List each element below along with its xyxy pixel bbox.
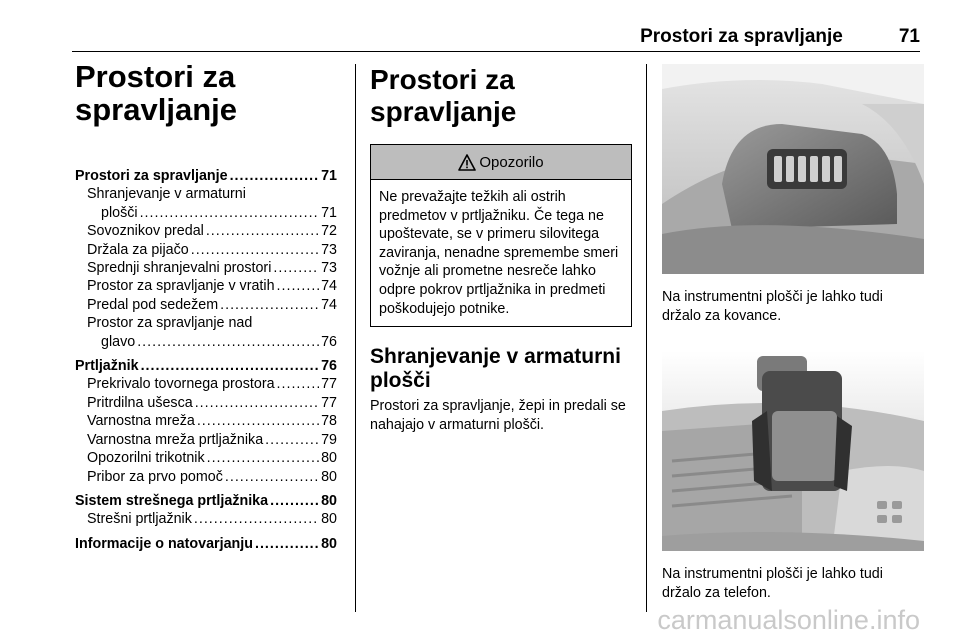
toc-entry[interactable] xyxy=(75,468,337,486)
toc-entry-page: 77 xyxy=(321,376,337,393)
toc-entry-label: plošči xyxy=(101,204,138,221)
toc-group xyxy=(75,535,337,553)
toc-entry-label: Informacije o natovarjanju xyxy=(75,535,253,552)
toc-entry-label: Varnostna mreža prtljažnika xyxy=(87,431,264,448)
toc-entry-page: 78 xyxy=(321,413,337,430)
watermark: carmanualsonline.info xyxy=(657,605,920,635)
column-divider-2 xyxy=(646,64,647,612)
warning-triangle-icon xyxy=(458,154,476,171)
toc-entry[interactable] xyxy=(75,241,337,259)
figure-column xyxy=(662,64,924,602)
coin-holder-illustration xyxy=(662,64,924,274)
toc-entry-label: Sistem strešnega prtljažnika xyxy=(75,492,269,509)
toc-list xyxy=(75,167,337,553)
toc-entry-page: 74 xyxy=(321,296,337,313)
toc-entry-label: Prekrivalo tovornega prostora xyxy=(87,376,275,393)
toc-leader-dots xyxy=(220,296,319,314)
toc-entry-label: Prostor za spravljanje v vratih xyxy=(87,278,275,295)
toc-entry-label: Sovoznikov predal xyxy=(87,223,204,240)
toc-entry-label: Shranjevanje v armaturni xyxy=(87,186,246,203)
table-of-contents xyxy=(75,60,337,559)
running-header xyxy=(40,26,920,48)
toc-leader-dots xyxy=(191,241,319,259)
toc-leader-dots xyxy=(140,204,320,222)
toc-entry-page: 80 xyxy=(321,511,337,528)
toc-entry-label: Predal pod sedežem xyxy=(87,296,219,313)
toc-leader-dots xyxy=(206,222,319,240)
toc-entry-page: 76 xyxy=(321,333,337,350)
toc-entry-label: Strešni prtljažnik xyxy=(87,511,192,528)
toc-entry[interactable] xyxy=(75,449,337,467)
toc-entry-page: 72 xyxy=(321,223,337,240)
running-header-title: Prostori za spravljanje xyxy=(640,26,843,47)
toc-entry[interactable] xyxy=(75,296,337,314)
toc-leader-dots xyxy=(265,431,319,449)
toc-entry[interactable] xyxy=(75,394,337,412)
phone-holder-photo xyxy=(662,351,924,551)
toc-entry[interactable] xyxy=(75,375,337,393)
toc-entry-label: Pritrdilna ušesca xyxy=(87,394,193,411)
toc-entry-page: 73 xyxy=(321,241,337,258)
toc-leader-dots xyxy=(194,510,319,528)
toc-entry-label: Sprednji shranjevalni prostori xyxy=(87,260,272,277)
subsection-heading: Shranjevanje v armaturni plošči xyxy=(370,345,621,393)
toc-leader-dots xyxy=(197,412,319,430)
toc-leader-dots xyxy=(141,357,320,375)
toc-leader-dots xyxy=(270,492,319,510)
toc-entry-page: 80 xyxy=(321,492,337,509)
toc-entry-label: Pribor za prvo pomoč xyxy=(87,468,223,485)
toc-leader-dots xyxy=(255,535,319,553)
toc-entry[interactable] xyxy=(75,314,337,351)
toc-group xyxy=(75,357,337,486)
toc-entry[interactable] xyxy=(75,185,337,222)
toc-entry-page: 71 xyxy=(321,168,337,184)
toc-leader-dots xyxy=(207,449,320,467)
toc-entry[interactable] xyxy=(75,510,337,528)
toc-entry[interactable] xyxy=(75,259,337,277)
toc-leader-dots xyxy=(225,468,319,486)
toc-entry[interactable] xyxy=(75,535,337,553)
toc-entry-page: 74 xyxy=(321,278,337,295)
coin-holder-photo xyxy=(662,64,924,274)
toc-entry-page: 76 xyxy=(321,358,337,375)
main-column xyxy=(370,64,632,434)
warning-text: Ne prevažajte težkih ali ostrih predmetov v prtljažniku. Če tega ne upoštevate, se v primeru silovitega zaviranja, nenadne spremembe smeri vožnje ali prometne nesreče lahko odpre pokrov prtljažnika in predmeti poškodujejo potnike. xyxy=(379,189,619,317)
toc-entry-label: glavo xyxy=(101,333,136,350)
toc-group xyxy=(75,492,337,529)
figure-caption-2: Na instrumentni plošči je lahko tudi držalo za telefon. xyxy=(662,566,883,601)
toc-entry[interactable] xyxy=(75,222,337,240)
toc-entry[interactable] xyxy=(75,167,337,185)
toc-leader-dots xyxy=(230,167,320,185)
section-heading: Prostori za spravljanje xyxy=(370,64,517,127)
toc-leader-dots xyxy=(195,394,319,412)
toc-entry-page: 71 xyxy=(321,204,337,221)
toc-entry[interactable] xyxy=(75,431,337,449)
toc-entry-page: 80 xyxy=(321,468,337,485)
toc-entry-label: Prostor za spravljanje nad xyxy=(87,315,253,332)
toc-leader-dots xyxy=(137,333,319,351)
toc-entry-page: 80 xyxy=(321,450,337,467)
figure-caption-1: Na instrumentni plošči je lahko tudi držalo za kovance. xyxy=(662,289,883,324)
toc-entry[interactable] xyxy=(75,492,337,510)
toc-leader-dots xyxy=(277,277,320,295)
toc-entry-label: Prtljažnik xyxy=(75,358,139,375)
toc-entry-label: Varnostna mreža xyxy=(87,413,195,430)
header-rule xyxy=(72,51,920,52)
toc-entry[interactable] xyxy=(75,357,337,375)
toc-entry-page: 73 xyxy=(321,260,337,277)
toc-entry-page: 79 xyxy=(321,431,337,448)
toc-entry-page: 77 xyxy=(321,394,337,411)
toc-entry[interactable] xyxy=(75,412,337,430)
phone-holder-illustration xyxy=(662,351,924,551)
toc-group xyxy=(75,167,337,351)
warning-title: Opozorilo xyxy=(479,153,544,171)
toc-entry-label: Opozorilni trikotnik xyxy=(87,450,205,467)
warning-box xyxy=(370,144,632,327)
toc-heading: Prostori za spravljanje xyxy=(75,59,237,127)
toc-leader-dots xyxy=(273,259,319,277)
subsection-body: Prostori za spravljanje, žepi in predali se nahajajo v armaturni plošči. xyxy=(370,398,626,433)
toc-entry-page: 80 xyxy=(321,535,337,552)
toc-leader-dots xyxy=(277,375,320,393)
toc-entry[interactable] xyxy=(75,277,337,295)
column-divider-1 xyxy=(355,64,356,612)
page-number: 71 xyxy=(898,26,920,47)
toc-entry-label: Prostori za spravljanje xyxy=(75,168,228,184)
warning-header xyxy=(371,145,631,180)
toc-entry-label: Držala za pijačo xyxy=(87,241,189,258)
